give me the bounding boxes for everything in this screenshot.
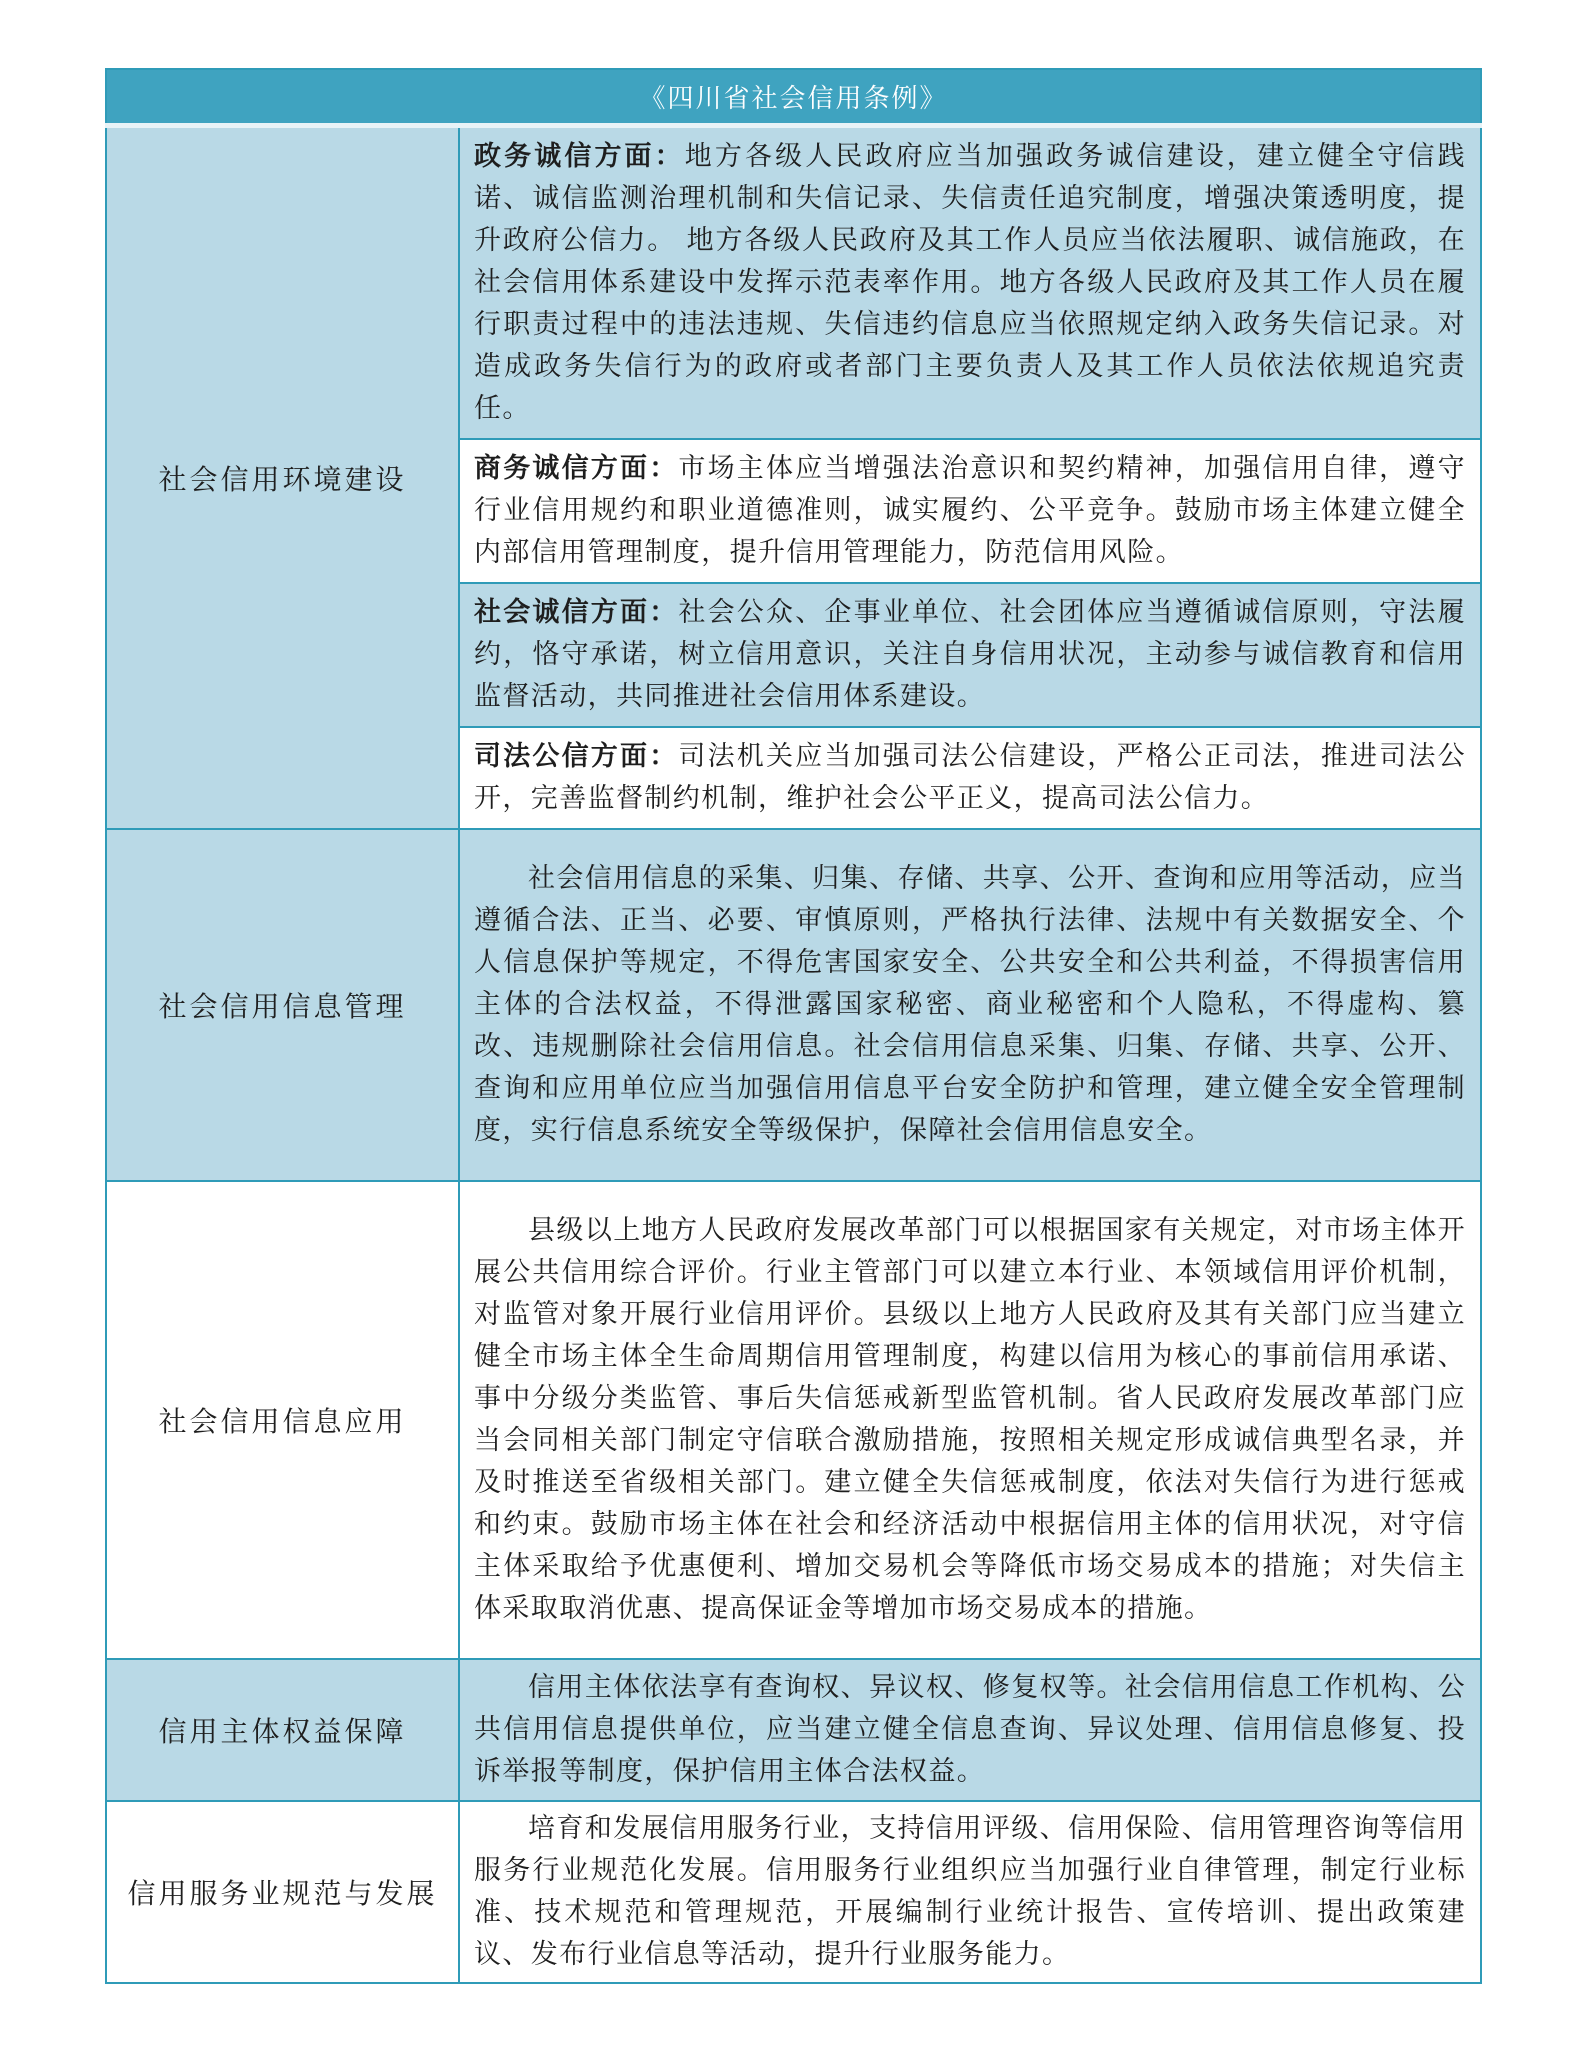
content-government-integrity: [459, 126, 1481, 440]
category-info-application: 社会信用信息应用: [106, 1181, 459, 1659]
content-social-integrity: [459, 583, 1481, 727]
category-rights-protection: 信用主体权益保障: [106, 1659, 459, 1801]
lead-social-integrity: 社会诚信方面：: [474, 597, 679, 628]
category-info-management: 社会信用信息管理: [106, 829, 459, 1181]
content-business-integrity: [459, 439, 1481, 583]
text-social-integrity: 社会公众、企事业单位、社会团体应当遵循诚信原则，守法履约，恪守承诺，树立信用意识，关注自身信用状况，主动参与诚信教育和信用监督活动，共同推进社会信用体系建设。: [474, 597, 1466, 712]
text-business-integrity: 市场主体应当增强法治意识和契约精神，加强信用自律，遵守行业信用规约和职业道德准则，诚实履约、公平竞争。鼓励市场主体建立健全内部信用管理制度，提升信用管理能力，防范信用风险。: [474, 453, 1466, 568]
content-credit-services: 培育和发展信用服务行业，支持信用评级、信用保险、信用管理咨询等信用服务行业规范化发展。信用服务行业组织应当加强行业自律管理，制定行业标准、技术规范和管理规范，开展编制行业统计报告、宣传培训、提出政策建议、发布行业信息等活动，提升行业服务能力。: [459, 1801, 1481, 1983]
lead-business-integrity: 商务诚信方面：: [474, 453, 679, 484]
content-info-management: 社会信用信息的采集、归集、存储、共享、公开、查询和应用等活动，应当遵循合法、正当、必要、审慎原则，严格执行法律、法规中有关数据安全、个人信息保护等规定，不得危害国家安全、公共安全和公共利益，不得损害信用主体的合法权益，不得泄露国家秘密、商业秘密和个人隐私，不得虚构、篡改、违规删除社会信用信息。社会信用信息采集、归集、存储、共享、公开、查询和应用单位应当加强信用信息平台安全防护和管理，建立健全安全管理制度，实行信息系统安全等级保护，保障社会信用信息安全。: [459, 829, 1481, 1181]
text-judicial-credibility: 司法机关应当加强司法公信建设，严格公正司法，推进司法公开，完善监督制约机制，维护社会公平正义，提高司法公信力。: [474, 741, 1466, 814]
category-environment: 社会信用环境建设: [106, 126, 459, 830]
content-rights-protection: 信用主体依法享有查询权、异议权、修复权等。社会信用信息工作机构、公共信用信息提供单位，应当建立健全信息查询、异议处理、信用信息修复、投诉举报等制度，保护信用主体合法权益。: [459, 1659, 1481, 1801]
content-info-application: 县级以上地方人民政府发展改革部门可以根据国家有关规定，对市场主体开展公共信用综合评价。行业主管部门可以建立本行业、本领域信用评价机制，对监管对象开展行业信用评价。县级以上地方人民政府及其有关部门应当建立健全市场主体全生命周期信用管理制度，构建以信用为核心的事前信用承诺、事中分级分类监管、事后失信惩戒新型监管机制。省人民政府发展改革部门应当会同相关部门制定守信联合激励措施，按照相关规定形成诚信典型名录，并及时推送至省级相关部门。建立健全失信惩戒制度，依法对失信行为进行惩戒和约束。鼓励市场主体在社会和经济活动中根据信用主体的信用状况，对守信主体采取给予优惠便利、增加交易机会等降低市场交易成本的措施；对失信主体采取取消优惠、提高保证金等增加市场交易成本的措施。: [459, 1181, 1481, 1659]
lead-judicial-credibility: 司法公信方面：: [474, 741, 679, 772]
category-credit-services: 信用服务业规范与发展: [106, 1801, 459, 1983]
lead-government-integrity: 政务诚信方面：: [474, 141, 685, 172]
content-judicial-credibility: [459, 727, 1481, 829]
text-government-integrity: 地方各级人民政府应当加强政务诚信建设，建立健全守信践诺、诚信监测治理机制和失信记录、失信责任追究制度，增强决策透明度，提升政府公信力。 地方各级人民政府及其工作人员应当依法履职、诚信施政，在社会信用体系建设中发挥示范表率作用。地方各级人民政府及其工作人员在履行职责过程中的违法违规、失信违约信息应当依照规定纳入政务失信记录。对造成政务失信行为的政府或者部门主要负责人及其工作人员依法依规追究责任。: [474, 141, 1466, 424]
regulation-table: [105, 68, 1482, 1984]
table-title: 《四川省社会信用条例》: [106, 69, 1481, 126]
